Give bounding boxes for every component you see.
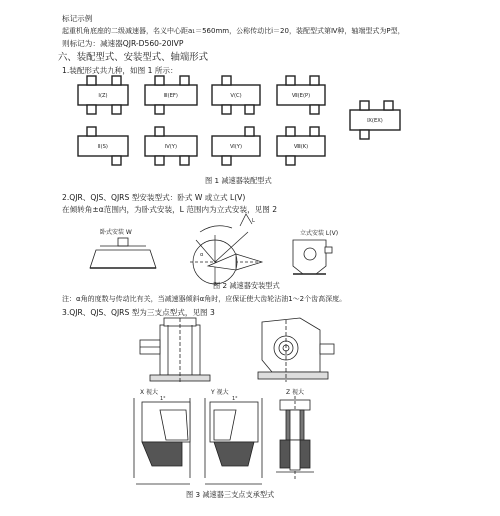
y-view-dim: 1° — [232, 396, 238, 402]
l-symbol: L — [252, 218, 255, 224]
fig3-view-z: Z 视大 — [286, 389, 305, 396]
assembly-label-6: Ⅱ(S) — [98, 144, 108, 150]
example-line-2: 则标记为：减速器QJR-D560-20ⅠVP — [62, 39, 184, 48]
fig3-main-assembly — [140, 318, 334, 384]
assembly-label-9: Ⅷ(K) — [293, 144, 309, 150]
fig2-horizontal-mount — [90, 238, 156, 268]
assembly-label-3: Ⅴ(C) — [230, 93, 242, 99]
fig2-caption: 图 2 减速器安装型式 — [213, 281, 280, 290]
fig3-caption: 图 3 减速器三支点支承型式 — [186, 490, 275, 499]
assembly-label-5: Ⅸ(EX) — [367, 118, 383, 124]
fig3-y-view — [205, 398, 262, 484]
fig3-view-y: Y 视大 — [211, 389, 229, 396]
assembly-label-4: Ⅶ(E(P) — [291, 93, 311, 99]
fig3-view-x: X 视大 — [140, 389, 159, 396]
fig2-right-label: 立式安装 L(V) — [300, 230, 339, 237]
item-2-line-1: 2.QJR、QJS、QJRS 型安装型式：卧式 W 或立式 L(V) — [62, 193, 246, 202]
fig2-vertical-mount — [293, 240, 332, 274]
note-text: 注：α角的度数与传动比有关，当减速器倾斜α角时，应保证使大齿轮沾油1～2个齿高深度。 — [62, 295, 347, 303]
assembly-label-1: Ⅰ(Z) — [98, 93, 108, 99]
assembly-label-8: Ⅵ(Y) — [229, 144, 243, 150]
item-3-text: 3.QJR、QJS、QJRS 型为三支点型式，见图 3 — [62, 308, 215, 317]
fig2-angle-diagram — [190, 214, 262, 286]
example-heading: 标记示例 — [62, 14, 93, 23]
fig3-z-view — [276, 396, 314, 480]
assembly-label-2: Ⅲ(EF) — [164, 93, 178, 99]
example-line-1: 起重机角底座的二级减速器，名义中心距a₁＝560mm，公称传动比i＝20，装配型式第Ⅳ种，轴端型式为P型， — [62, 27, 405, 35]
item-2-line-2: 在倾转角±α范围内，为卧式安装，L 范围内为立式安装，见图 2 — [62, 205, 278, 214]
x-view-dim: 1° — [160, 396, 166, 402]
fig1-caption: 图 1 减速器装配型式 — [205, 176, 272, 185]
section-6-title: 六、装配型式、安装型式、轴端形式 — [58, 52, 209, 63]
fig2-left-label: 卧式安装 W — [100, 229, 132, 236]
item-1-text: 1.装配形式共九种，如图 1 所示： — [62, 66, 178, 75]
alpha-symbol: α — [200, 252, 204, 258]
assembly-label-7: Ⅳ(Y) — [164, 144, 178, 150]
fig3-x-view — [134, 398, 190, 484]
